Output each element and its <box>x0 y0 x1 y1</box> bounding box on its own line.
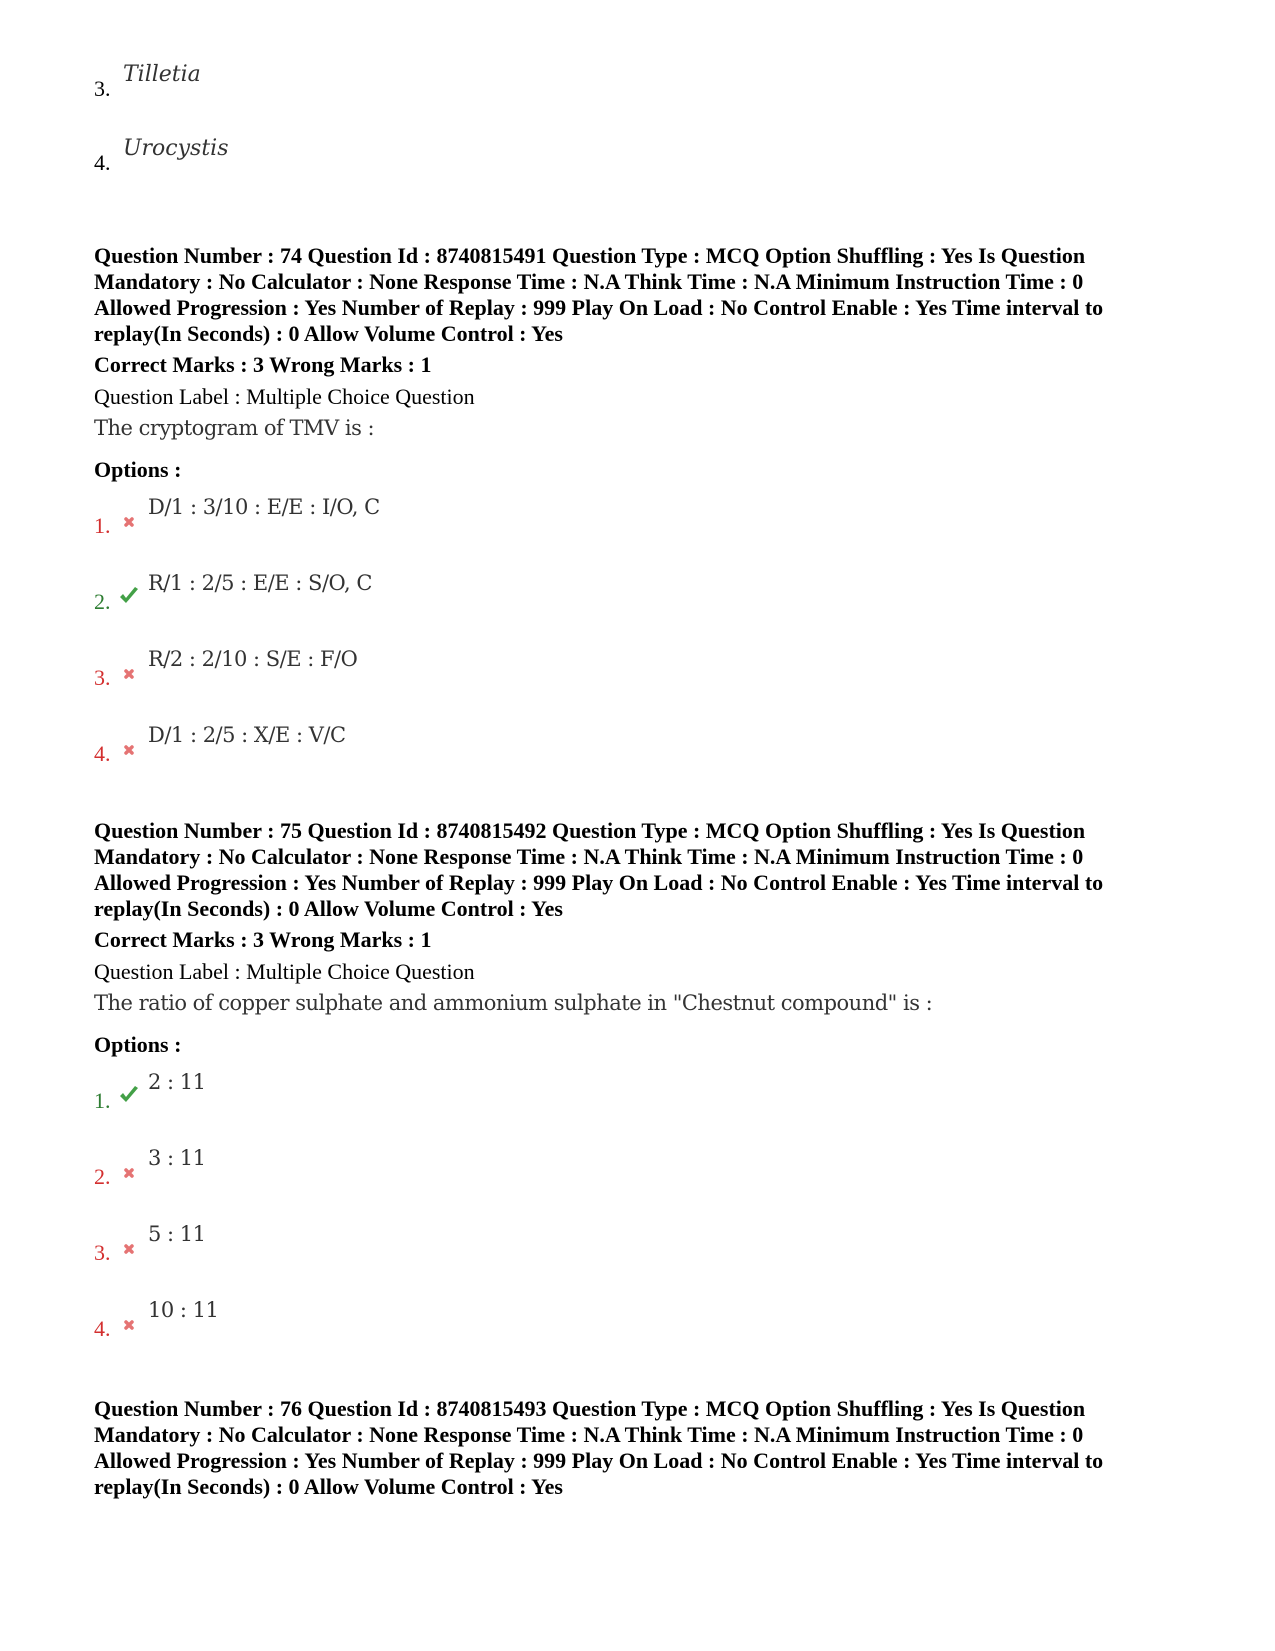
question-75 <box>94 818 1204 1362</box>
option-text: 3 : 11 <box>148 1146 206 1170</box>
question-text: The cryptogram of TMV is : <box>94 416 375 440</box>
option-item <box>94 1134 1204 1210</box>
options-heading: Options : <box>94 457 182 482</box>
option-text: Tilletia <box>123 62 201 87</box>
metadata-line: Question Number : 75 Question Id : 8740815492 Question Type : MCQ Option Shuffling : Yes Is Question <box>94 818 1086 843</box>
marks-line: Correct Marks : 3 Wrong Marks : 1 <box>94 352 432 377</box>
option-text: Urocystis <box>123 136 229 161</box>
cross-mark-icon <box>118 1312 140 1334</box>
option-number: 3. <box>94 665 111 690</box>
option-text: D/1 : 2/5 : X/E : V/C <box>148 723 346 747</box>
metadata-line: Allowed Progression : Yes Number of Replay : 999 Play On Load : No Control Enable : Yes Time interval to <box>94 1448 1104 1473</box>
metadata-line: replay(In Seconds) : 0 Allow Volume Control : Yes <box>94 896 563 921</box>
cross-mark-icon <box>118 509 140 531</box>
metadata-line: Allowed Progression : Yes Number of Replay : 999 Play On Load : No Control Enable : Yes Time interval to <box>94 295 1104 320</box>
options-list <box>94 483 1204 787</box>
options-list <box>94 1058 1204 1362</box>
option-number: 3. <box>94 1240 111 1265</box>
metadata-line: Question Number : 74 Question Id : 8740815491 Question Type : MCQ Option Shuffling : Yes Is Question <box>94 243 1086 268</box>
question-label: Question Label : Multiple Choice Question <box>94 384 475 409</box>
option-text: 5 : 11 <box>148 1222 206 1246</box>
metadata-line: replay(In Seconds) : 0 Allow Volume Control : Yes <box>94 1474 563 1499</box>
cross-mark-icon <box>118 661 140 683</box>
option-text: D/1 : 3/10 : E/E : I/O, C <box>148 495 380 519</box>
cross-mark-icon <box>118 737 140 759</box>
option-text: 2 : 11 <box>148 1070 206 1094</box>
cross-mark-icon <box>118 1160 140 1182</box>
metadata-line: Allowed Progression : Yes Number of Replay : 999 Play On Load : No Control Enable : Yes Time interval to <box>94 870 1104 895</box>
option-number: 2. <box>94 589 111 614</box>
option-number: 4. <box>94 1316 111 1341</box>
option-text: 10 : 11 <box>148 1298 219 1322</box>
question-74 <box>94 243 1204 787</box>
question-76 <box>94 1396 1204 1500</box>
option-item <box>94 483 1204 559</box>
check-mark-icon <box>118 1084 140 1106</box>
metadata-line: Mandatory : No Calculator : None Response Time : N.A Think Time : N.A Minimum Instruction Time : 0 <box>94 269 1084 294</box>
option-item <box>94 635 1204 711</box>
option-item <box>94 1058 1204 1134</box>
marks-line: Correct Marks : 3 Wrong Marks : 1 <box>94 927 432 952</box>
question-text: The ratio of copper sulphate and ammonium sulphate in "Chestnut compound" is : <box>94 991 933 1015</box>
options-heading: Options : <box>94 1032 182 1057</box>
option-text: R/1 : 2/5 : E/E : S/O, C <box>148 571 372 595</box>
option-number: 1. <box>94 1088 111 1113</box>
option-number: 4. <box>94 150 111 175</box>
option-number: 1. <box>94 513 111 538</box>
option-item <box>94 1210 1204 1286</box>
metadata-line: Mandatory : No Calculator : None Response Time : N.A Think Time : N.A Minimum Instruction Time : 0 <box>94 844 1084 869</box>
metadata-line: replay(In Seconds) : 0 Allow Volume Control : Yes <box>94 321 563 346</box>
cross-mark-icon <box>118 1236 140 1258</box>
check-mark-icon <box>118 585 140 607</box>
option-number: 4. <box>94 741 111 766</box>
option-item <box>94 559 1204 635</box>
option-item <box>94 1286 1204 1362</box>
option-text: R/2 : 2/10 : S/E : F/O <box>148 647 358 671</box>
question-metadata <box>94 818 1204 922</box>
option-item <box>94 711 1204 787</box>
question-metadata <box>94 1396 1204 1500</box>
question-metadata <box>94 243 1204 347</box>
question-label: Question Label : Multiple Choice Question <box>94 959 475 984</box>
option-number: 2. <box>94 1164 111 1189</box>
metadata-line: Question Number : 76 Question Id : 8740815493 Question Type : MCQ Option Shuffling : Yes Is Question <box>94 1396 1086 1421</box>
metadata-line: Mandatory : No Calculator : None Response Time : N.A Think Time : N.A Minimum Instruction Time : 0 <box>94 1422 1084 1447</box>
option-number: 3. <box>94 76 111 101</box>
